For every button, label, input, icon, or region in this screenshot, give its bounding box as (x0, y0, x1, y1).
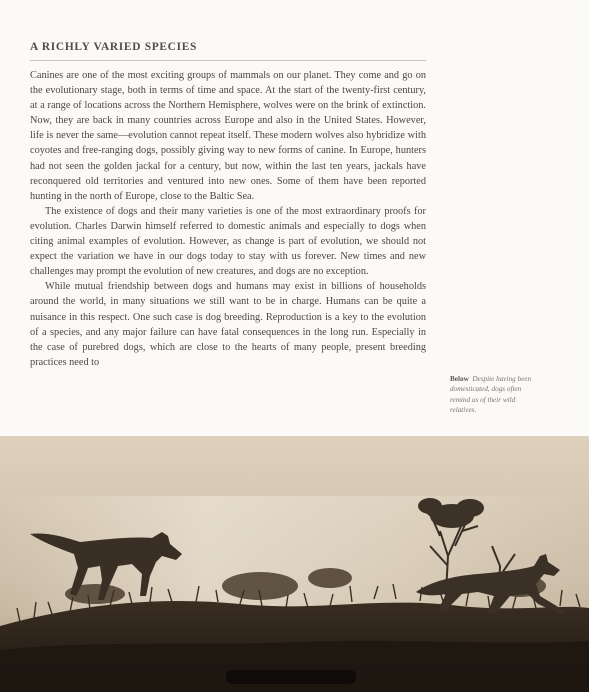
body-paragraph-2: The existence of dogs and their many varieties is one of the most extraordinary proofs for evolution. Charles Darwin himself referred to domestic animals and especially to dogs when citing animal examples of evolution. However, as change is part of evolution, we should not expect the variation we have in our dogs today to stay with us forever. New times and new challenges may prompt the evolution of new creatures, and dogs are no exception. (30, 205, 426, 278)
foreground-shadow-bar (226, 670, 356, 684)
body-paragraph-1: Canines are one of the most exciting groups of mammals on our planet. They come and go on the evolutionary stage, both in terms of time and space. At the start of the twenty-first century, at a range of locations across the Northern Hemisphere, wolves were on the brink of extinction. Now, they are back in many countries across Europe and also in the United States. However, life is never the same—evolution cannot repeat itself. These modern wolves also hybridize with coyotes and free-ranging dogs, possibly giving way to new forms of canine. In Europe, hunters had not seen the golden jackal for a century, but now, within the last ten years, jackals have reconquered old territories and ventured into new ones. Some of them have been reported hunting in the north of Europe, close to the Baltic Sea. (30, 70, 426, 202)
wolves-photo (0, 436, 589, 692)
caption-lead: Below (450, 375, 469, 383)
article-body (30, 68, 426, 416)
wolves-silhouette-image (0, 436, 589, 692)
foreground-grass (0, 641, 589, 692)
photo-caption (450, 374, 532, 416)
body-paragraph-3: While mutual friendship between dogs and humans may exist in billions of households around the world, in many situations we still want to be in charge. Humans can be quite a nuisance in this respect. One such case is dog breeding. Reproduction is a key to the evolution of a species, and any major failure can have fatal consequences in the long run. Especially in the case of purebred dogs, which are close to the hearts of many people, present breeding practices need to (30, 281, 426, 368)
page-header-fragment (232, 0, 352, 4)
section-heading: A RICHLY VARIED SPECIES (30, 41, 198, 53)
heading-divider (30, 60, 426, 61)
caption-text: Despite having been domesticated, dogs often remind us of their wild relatives. (450, 375, 532, 415)
